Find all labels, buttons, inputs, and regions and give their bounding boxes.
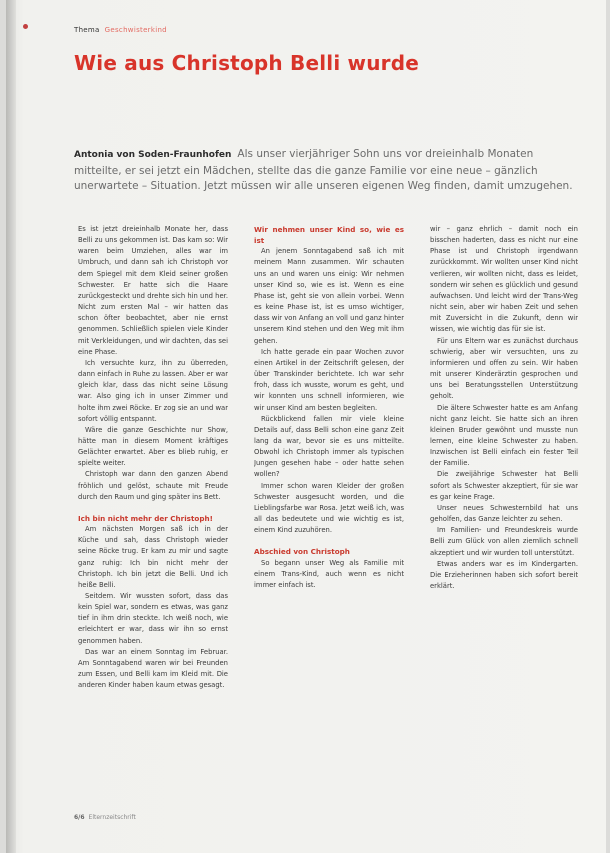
rubric-sublabel: Geschwisterkind bbox=[104, 26, 167, 34]
magazine-page bbox=[6, 0, 606, 853]
paragraph: Die zweijährige Schwester hat Belli sofort als Schwester akzeptiert, für sie war es gar keine Frage. bbox=[430, 470, 578, 501]
paragraph: An jenem Sonntagabend saß ich mit meinem Mann zusammen. Wir schauten uns an und waren uns einig: Wir nehmen unser Kind so, wie es ist. Wenn es eine Phase ist, geht sie von allein vorbei. Wenn es keine Phase ist, ist es umso wichtiger, dass wir von Anfang an voll und ganz hinter unserem Kind stehen und den Weg mit ihm gehen. bbox=[254, 247, 404, 345]
paragraph: Unser neues Schwesternbild hat uns geholfen, das Ganze leichter zu sehen. bbox=[430, 503, 578, 524]
subheading: Ich bin nicht mehr der Christoph! bbox=[78, 513, 213, 523]
paragraph: Ich versuchte kurz, ihn zu überreden, dann einfach in Ruhe zu lassen. Aber er war gleich klar, dass das nicht seine Lösung war. Also ging ich in unser Zimmer und holte ihm zwei Röcke. Er zog sie an und war sofort völlig entspannt. bbox=[78, 358, 228, 423]
page-footer bbox=[74, 814, 136, 821]
subheading: Abschied von Christoph bbox=[254, 547, 350, 557]
author-name: Antonia von Soden-Fraunhofen bbox=[74, 150, 232, 160]
paragraph: Am nächsten Morgen saß ich in der Küche und sah, dass Christoph wieder seine Röcke trug. Er kam zu mir und sagte ganz ruhig: Ich bin nicht mehr der Christoph. Ich bin jetzt die Belli. Und ich heiße Belli. bbox=[78, 525, 228, 589]
paragraph: Das war an einem Sonntag im Februar. Am Sonntagabend waren wir bei Freunden zum Essen, und Belli kam im Kleid mit. Die anderen Kinder haben kaum etwas gesagt. bbox=[78, 647, 228, 690]
paragraph: Es ist jetzt dreieinhalb Monate her, dass Belli zu uns gekommen ist. Das kam so: Wir waren beim Umziehen, alles war im Umbruch, und dann sah ich Christoph vor dem Spiegel mit dem Kleid seiner großen Schwester. Er hatte sich die Haare zurückgesteckt und drehte sich hin und her. Nicht zum ersten Mal – wir hatten das schon öfter beobachtet, aber nie ernst genommen. Schließlich spielen viele Kinder mit Verkleidungen, und wir dachten, das sei eine Phase. bbox=[78, 225, 228, 356]
paragraph: Rückblickend fallen mir viele kleine Details auf, dass Belli schon eine ganz Zeit lang da war, bevor sie es uns mitteilte. Obwohl ich Christoph immer als typischen Jungen gesehen habe – oder hatte sehen wollen? bbox=[254, 414, 404, 479]
page-number: 6/6 bbox=[74, 814, 85, 821]
paragraph: Im Familien- und Freundeskreis wurde Belli zum Glück von allen ziemlich schnell akzeptiert und wir wurden toll unterstützt. bbox=[430, 526, 578, 557]
paragraph: Die ältere Schwester hatte es am Anfang nicht ganz leicht. Sie hatte sich an ihren kleinen Bruder gewöhnt und musste nun lernen, eine kleine Schwester zu haben. Inzwischen ist Belli einfach ein fester Teil der Familie. bbox=[430, 403, 578, 468]
section-rubric bbox=[74, 26, 167, 34]
lead-text: Als unser vierjähriger Sohn uns vor dreieinhalb Monaten mitteilte, er sei jetzt ein Mädchen, stellte das die ganze Familie vor eine neue – gänzlich unerwartete – Situation. Jetzt müssen wir alle unseren eigenen Weg finden, damit umzugehen. bbox=[74, 148, 573, 192]
article-title: Wie aus Christoph Belli wurde bbox=[74, 51, 419, 75]
text-column-1 bbox=[78, 224, 228, 691]
article-lead bbox=[74, 147, 574, 195]
paragraph: Immer schon waren Kleider der großen Schwester ausgesucht worden, und die Lieblingsfarbe war Rosa. Jetzt weiß ich, was all das bedeutete und wie wichtig es ist, einem Kind zuzuhören. bbox=[254, 481, 404, 535]
paragraph: Wäre die ganze Geschichte nur Show, hätte man in diesem Moment kräftiges Gelächter erwartet. Aber es blieb ruhig, er spielte weiter. bbox=[78, 425, 228, 468]
paragraph: So begann unser Weg als Familie mit einem Trans-Kind, auch wenn es nicht immer einfach ist. bbox=[254, 558, 404, 589]
publication-name: Elternzeitschrift bbox=[88, 814, 136, 821]
text-column-2 bbox=[254, 224, 404, 591]
subheading: Wir nehmen unser Kind so, wie es ist bbox=[254, 225, 404, 246]
red-dot-marker bbox=[23, 24, 28, 29]
page-gutter bbox=[6, 0, 16, 853]
paragraph: Ich hatte gerade ein paar Wochen zuvor einen Artikel in der Zeitschrift gelesen, der über Transkinder berichtete. Ich war sehr froh, dass ich wusste, worum es geht, und wir konnten uns schnell informieren, wie wir unser Kind am besten begleiten. bbox=[254, 347, 404, 412]
paragraph: Christoph war dann den ganzen Abend fröhlich und gelöst, schaute mit Freude durch den Raum und ging später ins Bett. bbox=[78, 470, 228, 501]
rubric-label: Thema bbox=[74, 26, 100, 34]
paragraph: Etwas anders war es im Kindergarten. Die Erzieherinnen haben sich sofort bereit erklärt. bbox=[430, 559, 578, 590]
paragraph: wir – ganz ehrlich – damit noch ein bisschen haderten, dass es nicht nur eine Phase ist und Christoph irgendwann zurückkommt. Wir wollten unser Kind nicht verlieren, wir wollten nicht, dass es leidet, sondern wir sehen es glücklich und gesund aufwachsen. Und leicht wird der Trans-Weg nicht sein, aber wir haben Zeit und sehen mit Zuversicht in die Zukunft, denn wir wissen, wie wichtig das für sie ist. bbox=[430, 225, 578, 334]
paragraph: Seitdem. Wir wussten sofort, dass das kein Spiel war, sondern es etwas, was ganz tief in ihm drin steckte. Ich weiß noch, wie erleichtert er war, dass wir ihn so ernst genommen haben. bbox=[78, 592, 228, 645]
text-column-3 bbox=[430, 224, 578, 592]
paragraph: Für uns Eltern war es zunächst durchaus schwierig, aber wir versuchten, uns zu informieren und offen zu sein. Wir haben mit unserer Kinderärztin gesprochen und uns bei Beratungsstellen Unterstützung geholt. bbox=[430, 336, 578, 401]
